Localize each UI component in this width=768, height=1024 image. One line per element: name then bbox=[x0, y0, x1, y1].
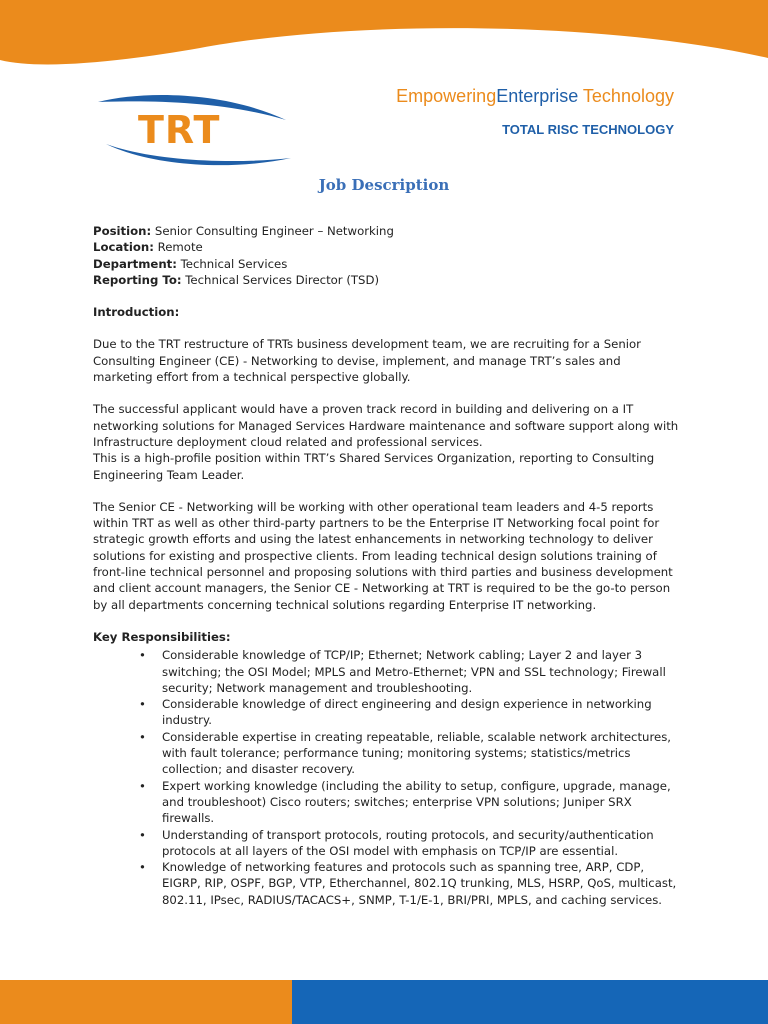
position-value: Senior Consulting Engineer – Networking bbox=[151, 224, 394, 238]
logo-text: TRT bbox=[138, 108, 221, 152]
department-value: Technical Services bbox=[176, 256, 288, 271]
position-label: Position: bbox=[93, 224, 152, 238]
tagline-technology: Technology bbox=[578, 86, 674, 106]
document-body bbox=[93, 223, 683, 908]
responsibility-item: • Understanding of transport protocols, routing protocols, and security/authentication protocols at all layers of the OSI model with emphasis on TCP/IP are essential. bbox=[162, 827, 683, 860]
tagline-enterprise: Enterprise bbox=[496, 86, 579, 106]
location-label: Location: bbox=[93, 240, 154, 255]
reporting-line bbox=[93, 272, 683, 288]
document-title: Job Description bbox=[318, 176, 450, 194]
footer-orange-bar bbox=[0, 980, 292, 1024]
responsibility-item: • Considerable expertise in creating repeatable, reliable, scalable network architectures, with fault tolerance; performance tuning; monitoring systems; statistics/metrics collection; and disaster recovery. bbox=[162, 729, 683, 778]
reporting-value: Technical Services Director (TSD) bbox=[181, 272, 379, 287]
reporting-label: Reporting To: bbox=[93, 272, 182, 287]
tagline bbox=[396, 86, 674, 107]
tagline-empowering: Empowering bbox=[396, 86, 497, 106]
responsibility-item: • Considerable knowledge of direct engineering and design experience in networking industry. bbox=[162, 696, 683, 729]
responsibility-item: • Expert working knowledge (including the ability to setup, configure, upgrade, manage, and troubleshoot) Cisco routers; switches; enterprise VPN solutions; Juniper SRX firewalls. bbox=[162, 778, 683, 827]
position-line bbox=[93, 223, 683, 239]
header-wave-band bbox=[0, 0, 768, 80]
intro-paragraph-1: Due to the TRT restructure of TRTs business development team, we are recruiting for a Senior Consulting Engineer (CE) - Networking to devise, implement, and manage TRT’s sales and marketing effort from a technical perspective globally. bbox=[93, 337, 641, 385]
department-line bbox=[93, 256, 683, 272]
intro-paragraph-3: This is a high-profile position within TRT’s Shared Services Organization, reporting to Consulting Engineering Team Leader. bbox=[93, 451, 655, 482]
intro-paragraph-4: The Senior CE - Networking will be working with other operational team leaders and 4-5 reports within TRT as well as other third-party partners to be the Enterprise IT Networking focal point for strategic growth efforts and using the latest enhancements in networking technology to deliver solutions for existing and prospective clients. From leading technical design solutions training of front-line technical personnel and proposing solutions with third parties and business development and client account managers, the Senior CE - Networking at TRT is required to be the go-to person by all departments concerning technical solutions regarding Enterprise IT networking. bbox=[93, 499, 673, 612]
responsibility-item: • Knowledge of networking features and protocols such as spanning tree, ARP, CDP, EIGRP, RIP, OSPF, BGP, VTP, Etherchannel, 802.1Q trunking, MLS, HSRP, QoS, multicast, 802.11, IPsec, RADIUS/TACACS+, SNMP, T-1/E-1, BRI/PRI, MPLS, and caching services. bbox=[162, 859, 683, 908]
location-line bbox=[93, 239, 683, 255]
responsibilities-list bbox=[93, 647, 683, 908]
responsibility-item: • Considerable knowledge of TCP/IP; Ethernet; Network cabling; Layer 2 and layer 3 switching; the OSI Model; MPLS and Metro-Ethernet; VPN and SSL technology; Firewall security; Network management and troubleshooting. bbox=[162, 647, 683, 696]
department-label: Department: bbox=[93, 256, 177, 271]
job-meta bbox=[93, 223, 683, 288]
intro-paragraph-2: The successful applicant would have a proven track record in building and delivering on a IT networking solutions for Managed Services Hardware maintenance and software support along with Infrastructure deployment cloud related and professional services. bbox=[93, 402, 679, 449]
introduction-heading: Introduction: bbox=[93, 305, 180, 320]
footer-blue-bar bbox=[292, 980, 768, 1024]
responsibilities-heading: Key Responsibilities: bbox=[93, 629, 231, 644]
location-value: Remote bbox=[153, 240, 203, 255]
company-name: TOTAL RISC TECHNOLOGY bbox=[502, 122, 674, 137]
